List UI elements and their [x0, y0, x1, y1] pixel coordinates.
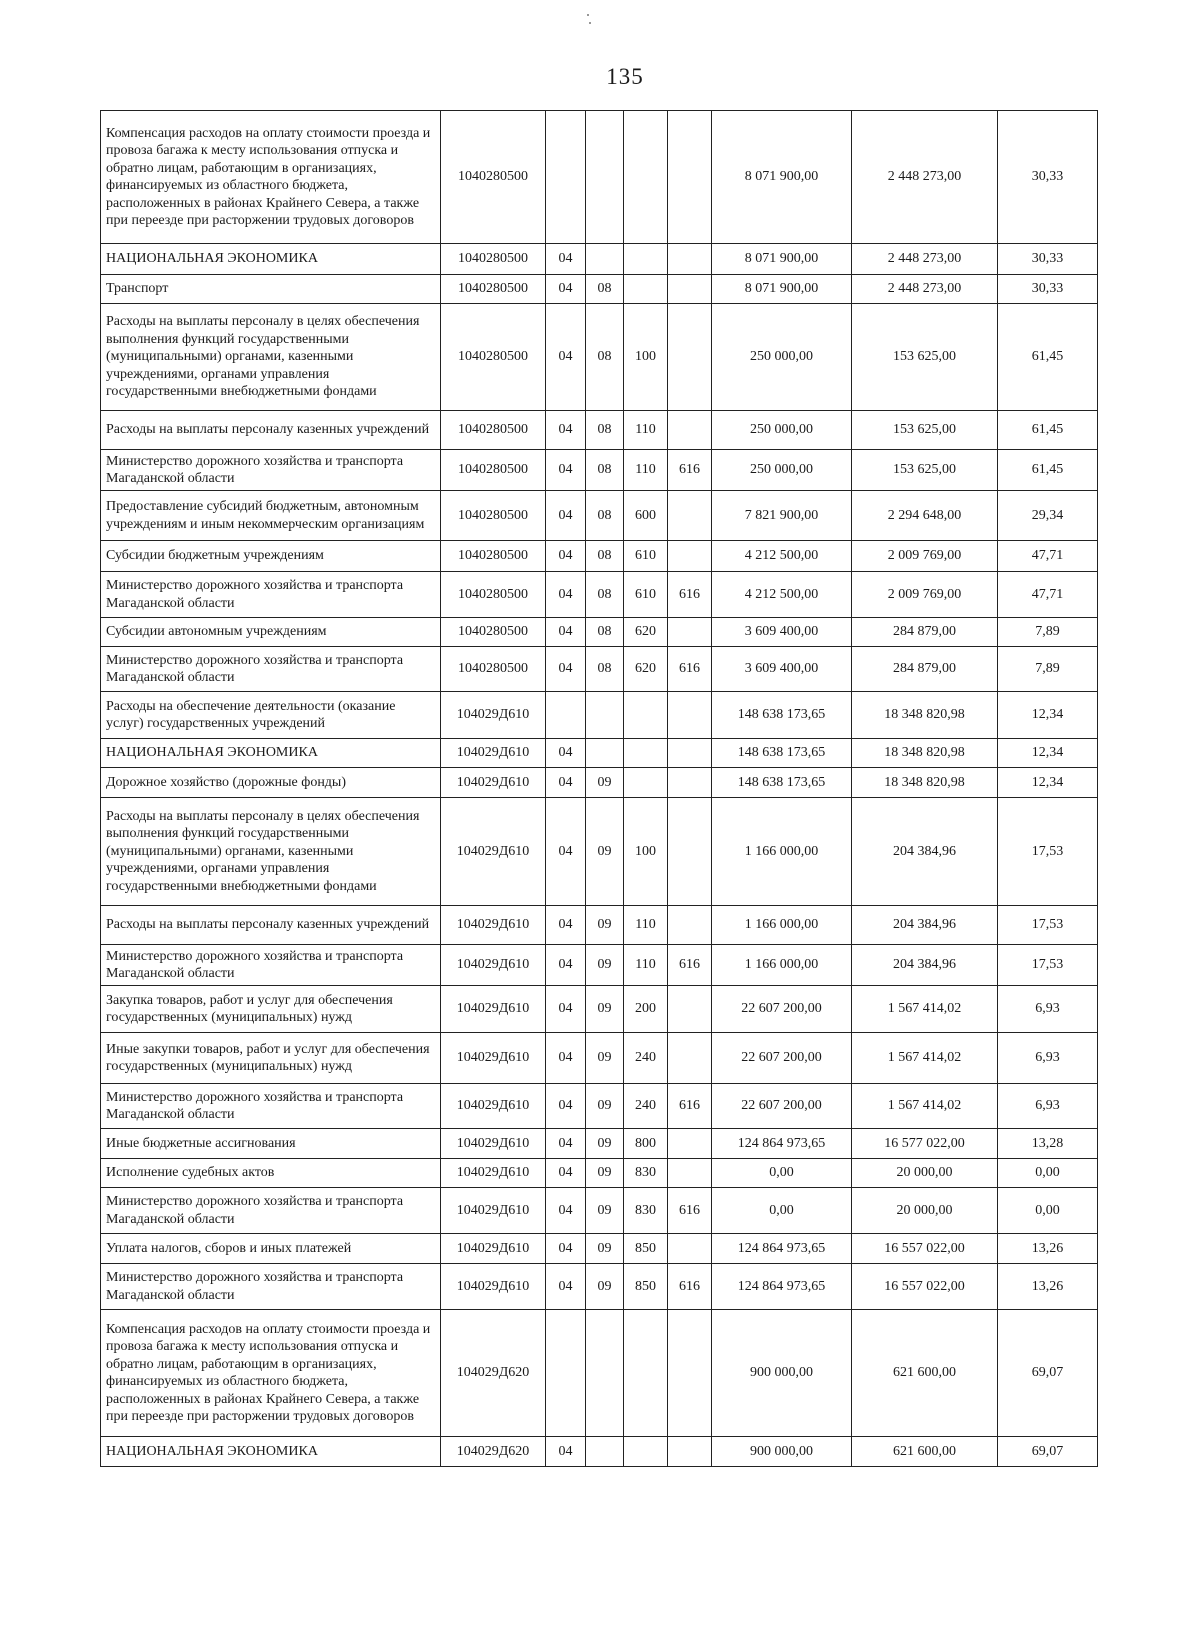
cell-fact: 284 879,00: [852, 647, 998, 692]
cell-vr: 610: [624, 572, 668, 618]
cell-pr: 09: [586, 1188, 624, 1234]
cell-pr: 09: [586, 1264, 624, 1310]
cell-vr: 830: [624, 1188, 668, 1234]
cell-plan: 124 864 973,65: [712, 1234, 852, 1264]
cell-grbs: [668, 1129, 712, 1159]
cell-pr: 08: [586, 411, 624, 450]
cell-pr: 08: [586, 304, 624, 411]
cell-rz: 04: [546, 739, 586, 768]
cell-pr: 08: [586, 491, 624, 541]
table-row: [101, 798, 1098, 906]
cell-pct: 12,34: [998, 692, 1098, 739]
cell-csr: 104029Д610: [441, 906, 546, 945]
cell-csr: 104029Д610: [441, 768, 546, 798]
cell-fact: 204 384,96: [852, 906, 998, 945]
cell-rz: 04: [546, 541, 586, 572]
cell-fact: 2 448 273,00: [852, 275, 998, 304]
cell-name: Компенсация расходов на оплату стоимости проезда и провоза багажа к месту использования отпуска и обратно лицам, работающим в организациях, финансируемых из областного бюджета, расположенных в районах Крайнего Севера, а также при переезде при расторжении трудовых договоров: [101, 111, 441, 244]
cell-pct: 30,33: [998, 111, 1098, 244]
cell-fact: 284 879,00: [852, 618, 998, 647]
cell-csr: 104029Д610: [441, 1084, 546, 1129]
budget-execution-table: [100, 110, 1098, 1467]
cell-name: Предоставление субсидий бюджетным, автономным учреждениям и иным некоммерческим организациям: [101, 491, 441, 541]
table-row: [101, 1310, 1098, 1437]
cell-rz: 04: [546, 906, 586, 945]
cell-pr: 08: [586, 647, 624, 692]
cell-pct: 13,26: [998, 1264, 1098, 1310]
cell-pr: 09: [586, 1084, 624, 1129]
cell-rz: 04: [546, 1159, 586, 1188]
cell-pr: 08: [586, 618, 624, 647]
cell-name: Закупка товаров, работ и услуг для обеспечения государственных (муниципальных) нужд: [101, 986, 441, 1033]
cell-grbs: [668, 692, 712, 739]
cell-pct: 0,00: [998, 1188, 1098, 1234]
cell-plan: 22 607 200,00: [712, 986, 852, 1033]
cell-csr: 1040280500: [441, 244, 546, 275]
cell-grbs: 616: [668, 945, 712, 986]
cell-name: Министерство дорожного хозяйства и транспорта Магаданской области: [101, 1084, 441, 1129]
cell-csr: 1040280500: [441, 618, 546, 647]
cell-rz: 04: [546, 1033, 586, 1084]
cell-plan: 0,00: [712, 1188, 852, 1234]
cell-fact: 153 625,00: [852, 450, 998, 491]
cell-fact: 153 625,00: [852, 304, 998, 411]
cell-plan: 1 166 000,00: [712, 945, 852, 986]
cell-pr: [586, 111, 624, 244]
cell-vr: 610: [624, 541, 668, 572]
cell-pr: 09: [586, 798, 624, 906]
cell-pr: 09: [586, 945, 624, 986]
cell-rz: 04: [546, 244, 586, 275]
cell-fact: 20 000,00: [852, 1159, 998, 1188]
cell-pct: 30,33: [998, 275, 1098, 304]
cell-rz: 04: [546, 1188, 586, 1234]
cell-pr: 09: [586, 986, 624, 1033]
cell-csr: 1040280500: [441, 304, 546, 411]
cell-pct: 29,34: [998, 491, 1098, 541]
cell-fact: 18 348 820,98: [852, 768, 998, 798]
cell-pr: 09: [586, 906, 624, 945]
cell-grbs: [668, 739, 712, 768]
cell-vr: [624, 244, 668, 275]
cell-rz: 04: [546, 491, 586, 541]
cell-plan: 8 071 900,00: [712, 111, 852, 244]
cell-csr: 1040280500: [441, 111, 546, 244]
table-row: [101, 692, 1098, 739]
cell-name: Министерство дорожного хозяйства и транспорта Магаданской области: [101, 1264, 441, 1310]
cell-pr: 09: [586, 1129, 624, 1159]
table-row: [101, 1033, 1098, 1084]
cell-csr: 104029Д610: [441, 692, 546, 739]
cell-csr: 104029Д620: [441, 1437, 546, 1467]
table-row: [101, 1188, 1098, 1234]
cell-rz: 04: [546, 411, 586, 450]
cell-name: Министерство дорожного хозяйства и транспорта Магаданской области: [101, 572, 441, 618]
cell-pct: 12,34: [998, 768, 1098, 798]
cell-grbs: [668, 1437, 712, 1467]
scan-speck: [589, 22, 591, 24]
cell-pr: [586, 692, 624, 739]
cell-plan: 7 821 900,00: [712, 491, 852, 541]
cell-name: НАЦИОНАЛЬНАЯ ЭКОНОМИКА: [101, 244, 441, 275]
cell-fact: 2 009 769,00: [852, 572, 998, 618]
table-row: [101, 572, 1098, 618]
table-row: [101, 1159, 1098, 1188]
cell-plan: 1 166 000,00: [712, 906, 852, 945]
cell-plan: 22 607 200,00: [712, 1033, 852, 1084]
cell-vr: [624, 111, 668, 244]
cell-plan: 148 638 173,65: [712, 739, 852, 768]
cell-csr: 104029Д610: [441, 1159, 546, 1188]
table-row: [101, 411, 1098, 450]
cell-grbs: [668, 1310, 712, 1437]
cell-csr: 1040280500: [441, 541, 546, 572]
cell-name: Иные закупки товаров, работ и услуг для обеспечения государственных (муниципальных) нужд: [101, 1033, 441, 1084]
cell-plan: 148 638 173,65: [712, 768, 852, 798]
cell-name: Исполнение судебных актов: [101, 1159, 441, 1188]
cell-name: Министерство дорожного хозяйства и транспорта Магаданской области: [101, 450, 441, 491]
cell-pr: 08: [586, 275, 624, 304]
cell-pct: 13,28: [998, 1129, 1098, 1159]
cell-rz: 04: [546, 647, 586, 692]
cell-grbs: [668, 1159, 712, 1188]
table-row: [101, 1437, 1098, 1467]
cell-pct: 61,45: [998, 411, 1098, 450]
cell-pr: [586, 244, 624, 275]
cell-pr: 09: [586, 1159, 624, 1188]
cell-pr: 09: [586, 1033, 624, 1084]
cell-vr: 240: [624, 1084, 668, 1129]
cell-pct: 47,71: [998, 541, 1098, 572]
cell-csr: 104029Д610: [441, 1264, 546, 1310]
cell-pct: 30,33: [998, 244, 1098, 275]
cell-fact: 18 348 820,98: [852, 739, 998, 768]
cell-name: Министерство дорожного хозяйства и транспорта Магаданской области: [101, 1188, 441, 1234]
cell-vr: [624, 275, 668, 304]
cell-csr: 1040280500: [441, 572, 546, 618]
cell-grbs: 616: [668, 1084, 712, 1129]
table-row: [101, 1129, 1098, 1159]
cell-pct: 6,93: [998, 1033, 1098, 1084]
cell-csr: 1040280500: [441, 491, 546, 541]
cell-name: Расходы на выплаты персоналу казенных учреждений: [101, 411, 441, 450]
table-row: [101, 491, 1098, 541]
cell-pct: 17,53: [998, 945, 1098, 986]
cell-name: Расходы на выплаты персоналу в целях обеспечения выполнения функций государственными (муниципальными) органами, казенными учреждениями, органами управления государственными внебюджетными фондами: [101, 304, 441, 411]
cell-vr: 830: [624, 1159, 668, 1188]
cell-pct: 61,45: [998, 304, 1098, 411]
cell-pct: 69,07: [998, 1310, 1098, 1437]
cell-plan: 1 166 000,00: [712, 798, 852, 906]
cell-rz: 04: [546, 986, 586, 1033]
cell-rz: [546, 1310, 586, 1437]
cell-name: Транспорт: [101, 275, 441, 304]
cell-grbs: [668, 768, 712, 798]
table-row: [101, 304, 1098, 411]
cell-grbs: [668, 275, 712, 304]
cell-rz: 04: [546, 572, 586, 618]
cell-vr: [624, 1310, 668, 1437]
cell-pr: 08: [586, 450, 624, 491]
cell-fact: 1 567 414,02: [852, 986, 998, 1033]
cell-fact: 20 000,00: [852, 1188, 998, 1234]
cell-csr: 104029Д610: [441, 1188, 546, 1234]
cell-rz: 04: [546, 450, 586, 491]
cell-plan: 4 212 500,00: [712, 541, 852, 572]
cell-name: Министерство дорожного хозяйства и транспорта Магаданской области: [101, 647, 441, 692]
cell-fact: 16 557 022,00: [852, 1234, 998, 1264]
cell-pct: 12,34: [998, 739, 1098, 768]
cell-csr: 104029Д610: [441, 798, 546, 906]
cell-plan: 900 000,00: [712, 1437, 852, 1467]
cell-pr: [586, 1310, 624, 1437]
cell-grbs: [668, 618, 712, 647]
cell-fact: 1 567 414,02: [852, 1084, 998, 1129]
table-row: [101, 1234, 1098, 1264]
cell-grbs: 616: [668, 1264, 712, 1310]
cell-fact: 16 577 022,00: [852, 1129, 998, 1159]
cell-grbs: [668, 986, 712, 1033]
cell-vr: 110: [624, 450, 668, 491]
table-row: [101, 244, 1098, 275]
cell-pct: 7,89: [998, 647, 1098, 692]
cell-grbs: 616: [668, 1188, 712, 1234]
cell-rz: 04: [546, 304, 586, 411]
cell-csr: 104029Д610: [441, 1033, 546, 1084]
cell-plan: 250 000,00: [712, 450, 852, 491]
cell-csr: 104029Д620: [441, 1310, 546, 1437]
cell-pr: 09: [586, 768, 624, 798]
cell-rz: 04: [546, 1437, 586, 1467]
cell-grbs: [668, 111, 712, 244]
cell-pr: [586, 1437, 624, 1467]
cell-pr: 08: [586, 572, 624, 618]
cell-grbs: 616: [668, 647, 712, 692]
cell-pct: 7,89: [998, 618, 1098, 647]
cell-pct: 13,26: [998, 1234, 1098, 1264]
table-row: [101, 906, 1098, 945]
cell-rz: 04: [546, 1084, 586, 1129]
cell-plan: 8 071 900,00: [712, 244, 852, 275]
cell-pr: 09: [586, 1234, 624, 1264]
cell-pr: 08: [586, 541, 624, 572]
cell-fact: 2 009 769,00: [852, 541, 998, 572]
table-row: [101, 986, 1098, 1033]
cell-name: Субсидии бюджетным учреждениям: [101, 541, 441, 572]
cell-plan: 148 638 173,65: [712, 692, 852, 739]
cell-csr: 1040280500: [441, 450, 546, 491]
table-row: [101, 618, 1098, 647]
cell-grbs: 616: [668, 572, 712, 618]
cell-vr: [624, 768, 668, 798]
cell-csr: 104029Д610: [441, 986, 546, 1033]
cell-vr: 110: [624, 945, 668, 986]
cell-name: Министерство дорожного хозяйства и транспорта Магаданской области: [101, 945, 441, 986]
cell-plan: 250 000,00: [712, 304, 852, 411]
cell-name: Расходы на обеспечение деятельности (оказание услуг) государственных учреждений: [101, 692, 441, 739]
cell-name: Расходы на выплаты персоналу в целях обеспечения выполнения функций государственными (муниципальными) органами, казенными учреждениями, органами управления государственными внебюджетными фондами: [101, 798, 441, 906]
cell-grbs: [668, 906, 712, 945]
cell-vr: 620: [624, 618, 668, 647]
cell-vr: 100: [624, 798, 668, 906]
cell-csr: 104029Д610: [441, 945, 546, 986]
cell-vr: 620: [624, 647, 668, 692]
cell-grbs: [668, 411, 712, 450]
cell-name: Расходы на выплаты персоналу казенных учреждений: [101, 906, 441, 945]
cell-csr: 1040280500: [441, 411, 546, 450]
cell-pct: 0,00: [998, 1159, 1098, 1188]
cell-vr: [624, 739, 668, 768]
cell-vr: 110: [624, 411, 668, 450]
cell-vr: 600: [624, 491, 668, 541]
cell-vr: 200: [624, 986, 668, 1033]
cell-csr: 1040280500: [441, 275, 546, 304]
cell-fact: 18 348 820,98: [852, 692, 998, 739]
cell-grbs: [668, 304, 712, 411]
page-number: 135: [606, 64, 644, 89]
cell-fact: 2 448 273,00: [852, 111, 998, 244]
cell-fact: 2 294 648,00: [852, 491, 998, 541]
cell-name: Иные бюджетные ассигнования: [101, 1129, 441, 1159]
table-row: [101, 541, 1098, 572]
cell-grbs: [668, 1234, 712, 1264]
table-row: [101, 768, 1098, 798]
cell-rz: [546, 111, 586, 244]
cell-grbs: [668, 798, 712, 906]
cell-fact: 153 625,00: [852, 411, 998, 450]
cell-pr: [586, 739, 624, 768]
cell-vr: 850: [624, 1264, 668, 1310]
cell-name: НАЦИОНАЛЬНАЯ ЭКОНОМИКА: [101, 739, 441, 768]
table-row: [101, 275, 1098, 304]
cell-grbs: [668, 1033, 712, 1084]
cell-name: Дорожное хозяйство (дорожные фонды): [101, 768, 441, 798]
cell-vr: 240: [624, 1033, 668, 1084]
cell-rz: 04: [546, 768, 586, 798]
cell-rz: 04: [546, 275, 586, 304]
table-row: [101, 1264, 1098, 1310]
cell-plan: 4 212 500,00: [712, 572, 852, 618]
cell-rz: 04: [546, 1234, 586, 1264]
cell-name: Уплата налогов, сборов и иных платежей: [101, 1234, 441, 1264]
cell-plan: 22 607 200,00: [712, 1084, 852, 1129]
cell-plan: 124 864 973,65: [712, 1129, 852, 1159]
cell-plan: 250 000,00: [712, 411, 852, 450]
table-row: [101, 945, 1098, 986]
cell-name: НАЦИОНАЛЬНАЯ ЭКОНОМИКА: [101, 1437, 441, 1467]
table-row: [101, 111, 1098, 244]
cell-pct: 17,53: [998, 906, 1098, 945]
cell-fact: 621 600,00: [852, 1310, 998, 1437]
cell-vr: [624, 1437, 668, 1467]
cell-fact: 1 567 414,02: [852, 1033, 998, 1084]
cell-plan: 124 864 973,65: [712, 1264, 852, 1310]
cell-rz: 04: [546, 1129, 586, 1159]
cell-vr: 110: [624, 906, 668, 945]
cell-rz: 04: [546, 798, 586, 906]
cell-csr: 1040280500: [441, 647, 546, 692]
cell-fact: 16 557 022,00: [852, 1264, 998, 1310]
cell-rz: 04: [546, 618, 586, 647]
cell-fact: 204 384,96: [852, 945, 998, 986]
cell-rz: 04: [546, 1264, 586, 1310]
scan-speck: [587, 14, 589, 16]
cell-rz: 04: [546, 945, 586, 986]
cell-plan: 8 071 900,00: [712, 275, 852, 304]
table-row: [101, 450, 1098, 491]
cell-grbs: [668, 244, 712, 275]
cell-vr: 850: [624, 1234, 668, 1264]
cell-pct: 69,07: [998, 1437, 1098, 1467]
cell-pct: 17,53: [998, 798, 1098, 906]
cell-fact: 621 600,00: [852, 1437, 998, 1467]
cell-pct: 6,93: [998, 986, 1098, 1033]
cell-plan: 3 609 400,00: [712, 647, 852, 692]
cell-vr: 100: [624, 304, 668, 411]
cell-plan: 3 609 400,00: [712, 618, 852, 647]
cell-pct: 61,45: [998, 450, 1098, 491]
cell-plan: 0,00: [712, 1159, 852, 1188]
cell-csr: 104029Д610: [441, 739, 546, 768]
table-row: [101, 647, 1098, 692]
cell-grbs: 616: [668, 450, 712, 491]
cell-name: Компенсация расходов на оплату стоимости проезда и провоза багажа к месту использования отпуска и обратно лицам, работающим в организациях, финансируемых из областного бюджета, расположенных в районах Крайнего Севера, а также при переезде при расторжении трудовых договоров: [101, 1310, 441, 1437]
cell-fact: 2 448 273,00: [852, 244, 998, 275]
cell-plan: 900 000,00: [712, 1310, 852, 1437]
cell-grbs: [668, 491, 712, 541]
cell-pct: 47,71: [998, 572, 1098, 618]
cell-name: Субсидии автономным учреждениям: [101, 618, 441, 647]
cell-vr: [624, 692, 668, 739]
table-row: [101, 739, 1098, 768]
cell-rz: [546, 692, 586, 739]
cell-pct: 6,93: [998, 1084, 1098, 1129]
table-row: [101, 1084, 1098, 1129]
cell-csr: 104029Д610: [441, 1234, 546, 1264]
cell-grbs: [668, 541, 712, 572]
cell-vr: 800: [624, 1129, 668, 1159]
cell-fact: 204 384,96: [852, 798, 998, 906]
cell-csr: 104029Д610: [441, 1129, 546, 1159]
